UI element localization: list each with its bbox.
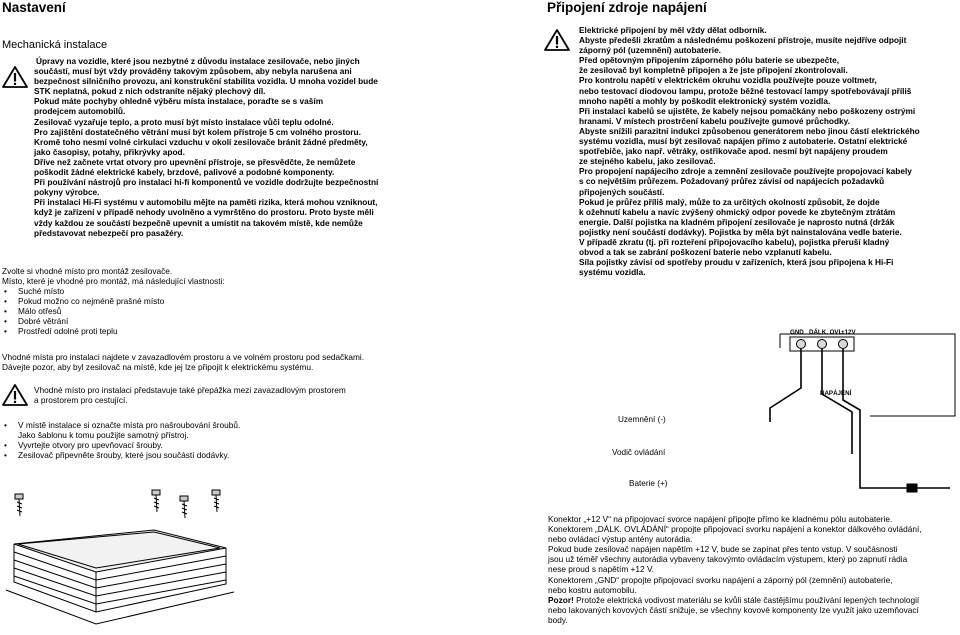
terminal-label-remote: DÁLK. OVL. xyxy=(809,329,845,336)
list-item: • Vyvrtejte otvory pro upevňovací šrouby. xyxy=(2,440,240,450)
power-warning-text: Elektrické připojení by měl vždy dělat odborník. Abyste předešli zkratům a následnému poškození přístroje, musíte nejdříve odpojit záporný pól (uzemnění) autobaterie. Před opětovným připojením záporného pólu baterie se ubezpečte, že zesilovač byl kompletně připojen a že jste připojení zkontrolovali. Pro kontrolu napětí v elektrickém okruhu vozidla používejte pouze voltmetr, nebo testovací diodovou lampu, protože běžné testovací lampy spotřebovávají příliš mnoho napětí a mohly by poškodit elektronický systém vozidla. Při instalaci kabelů se ujistěte, že kabely nejsou pomačkány nebo poškozeny ostrými hranami. V místech prostrčení kabelu používejte gumové průchodky. Abyste snížili parazitní indukci způsobenou generátorem nebo jinou částí elektrického systému vozidla, musí být zesilovač napájen přímo z autobaterie. Ostatní elektrické spotřebiče, jako např. větráky, ostřikovače apod. nesmí být napájeny proudem ze stejného kabelu, jako zesilovač. Pro propojení napájecího zdroje a zemnění zesilovače používejte propojovací kabely s co největším průřezem. Požadovaný průřez závisí od napájecích požadavků připojených součástí. Pokud je průřez příliš malý, může to za určitých okolností způsobit, že dojde k ožehnutí kabelu a navíc zvýšený ohmický odpor povede ke zbytečným ztrátám energie. Další pojistka na kladném připojení zesilovače je naprosto nutná (držák pojistky není součástí dodávky). Pojistka by měla být nainstalována vedle baterie. V případě zkratu (tj. při rozteření připojovacího kabelu), pojistka přeruší kladný obvod a tak se zabrání poškození baterie nebo vzplanutí kabelu. Síla pojistky závisí od spotřeby proudu v zařízeních, která jsou připojena k Hi-Fi systému vozidla. xyxy=(579,25,920,278)
list-item: • V místě instalace si označte místa pro našroubování šroubů. Jako šablonu k tomu použijte samotný přístroj. xyxy=(2,420,240,440)
location-text xyxy=(2,266,225,286)
warning-icon xyxy=(2,384,28,406)
ground-wire-label: Uzemnění (-) xyxy=(618,415,666,424)
warning-icon xyxy=(544,29,570,51)
list-item: • Prostředí odolné proti teplu xyxy=(2,326,164,336)
screw-icon xyxy=(152,490,160,512)
terminal-label-12v: +12V xyxy=(841,329,856,336)
list-item: • Málo otřesů xyxy=(2,306,164,316)
section-title-setup: Nastavení xyxy=(2,0,66,15)
power-label: NAPÁJENÍ xyxy=(820,390,852,397)
power-connection-diagram xyxy=(612,312,958,510)
list-item: • Pokud možno co nejméně prašné místo xyxy=(2,296,164,306)
partition-note: Vhodné místo pro instalaci představuje také přepážka mezi zavazadlovým prostorem a prostorem pro cestující. xyxy=(34,385,346,406)
warning-icon xyxy=(2,66,28,88)
screw-icon xyxy=(180,496,188,518)
connection-instructions: Konektor „+12 V“ na připojovací svorce napájení připojte přímo ke kladnému pólu autobaterie. Konektorem „DÁLK. OVLÁDÁNÍ“ propojte připojovací svorku napájení a konektor dálkového ovládání, nebo ovládací výstup antény autorádia. Pokud bude zesilovač napájen napětím +12 V, bude se zapínat přes tento vstup. V součásnosti jsou už téměř všechny autorádia vybaveny takovýmto ovládacím výstupem, který po zapnutí rádia nese proud s napětím +12 V. Konektorem „GND“ propojte připojovací svorku napájení a záporný pól (zemnění) autobaterie, nebo kostru automobilu. Pozor! Protože elektrická vodivost materiálu se kvůli stále častějšímu používání lepených technologií nebo lakovaných kovových částí snižuje, se všechny kovové komponenty lze využít jako uzemňovací body. xyxy=(548,514,922,625)
screw-icon xyxy=(15,494,23,516)
list-item: • Suché místo xyxy=(2,286,164,296)
amplifier-mounting-illustration xyxy=(4,486,236,635)
battery-wire-label: Baterie (+) xyxy=(629,479,668,488)
terminal-label-gnd: GND xyxy=(790,329,804,336)
control-wire-label: Vodič ovládání xyxy=(612,448,666,457)
caution-label: Pozor! xyxy=(548,594,574,605)
location-requirements: Místo, které je vhodné pro montáž, má následující vlastnosti: xyxy=(2,276,225,287)
location-intro: Zvolte si vhodné místo pro montáž zesilovače. xyxy=(2,266,173,276)
mounting-warning-text: Úpravy na vozidle, které jsou nezbytné z důvodu instalace zesilovače, nebo jiných součástí, musí být vždy prováděny takovým způsobem, aby nebyla narušena ani bezpečnost silničního provozu, ani konstrukční stabilita vozidla. U mnoha vozidel bude STK neplatná, pokud z nich odstraníte nějaký plechový díl. Pokud máte pochyby ohledně výběru místa instalace, poraďte se s vaším prodejcem automobilů. Zesilovač vyzařuje teplo, a proto musí být místo instalace vůči teplu odolné. Pro zajištění dostatečného větrání musí být kolem přístroje 5 cm volného prostoru. Kromě toho nesmí volné cirkulaci vzduchu v okolí zesilovače bránit žádné předměty, jako časopisy, potahy, přikrývky apod. Dříve než začnete vrtat otvory pro upevnění přístroje, se přesvědčte, že nemůžete poškodit žádné elektrické kabely, brzdové, palivové a podobné komponenty. Při používání nástrojů pro instalaci hi-fi komponentů ve vozidle dodržujte bezpečnostní pokyny výrobce. Při instalaci Hi-Fi systému v automobilu mějte na paměti rizika, která mohou vzniknout, když je zařízení v případě nehody uvolněno a vymrštěno do prostoru. Proto byste měli vždy každou ze součástí bezpečně upevnit a umístit na takovém místě, kde nemůže představovat nebezpečí pro pasažéry. xyxy=(34,56,379,238)
placement-text: Vhodné místa pro instalaci najdete v zavazadlovém prostoru a ve volném prostoru pod sedačkami. Dávejte pozor, aby byl zesilovač na místě, kde jej lze připojit k elektrickému systému. xyxy=(2,352,365,373)
subsection-title-mechanical: Mechanická instalace xyxy=(2,39,108,51)
section-title-power: Připojení zdroje napájení xyxy=(547,0,707,15)
list-item: • Dobré větrání xyxy=(2,316,164,326)
installation-steps xyxy=(2,420,240,460)
list-item: • Zesilovač připevněte šrouby, které jsou součástí dodávky. xyxy=(2,450,240,460)
screw-icon xyxy=(212,490,220,512)
location-list xyxy=(2,286,164,336)
